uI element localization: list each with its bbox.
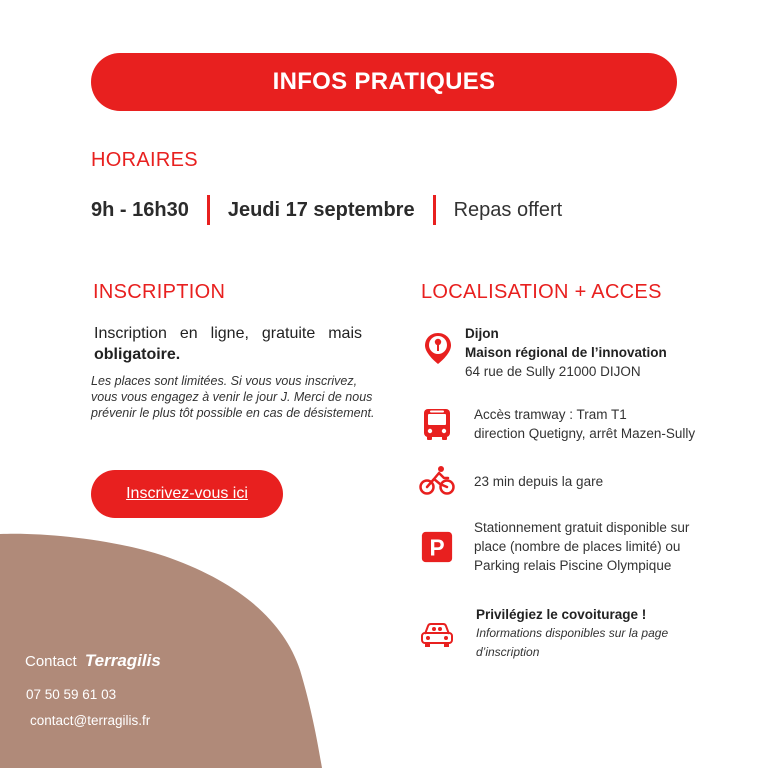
contact-label: Contact [25, 653, 77, 670]
tram-line1: Accès tramway : Tram T1 [474, 407, 627, 422]
inscription-text-main: Inscription en ligne, gratuite mais [94, 325, 362, 342]
inscription-button-label: Inscrivez-vous ici [126, 485, 248, 502]
divider [433, 195, 436, 225]
carpool-line2: d’inscription [476, 645, 540, 659]
divider [207, 195, 210, 225]
horaires-title: HORAIRES [91, 149, 198, 171]
horaires-row [91, 196, 562, 224]
tram-block [474, 405, 695, 443]
contact-email[interactable]: contact@terragilis.fr [30, 713, 151, 728]
bicycle-icon [419, 463, 455, 499]
parking-block [474, 518, 689, 575]
horaires-date: Jeudi 17 septembre [227, 198, 415, 221]
banner-title: INFOS PRATIQUES [272, 68, 496, 95]
inscription-title: INSCRIPTION [93, 281, 226, 303]
address-street: 64 rue de Sully 21000 DIJON [465, 364, 641, 379]
map-pin-icon [420, 330, 456, 366]
tram-line2: direction Quetigny, arrêt Mazen-Sully [474, 426, 696, 441]
parking-line2: place (nombre de places limité) ou [474, 539, 681, 554]
inscription-text [94, 323, 362, 365]
inscription-note: Les places sont limitées. Si vous vous inscrivez, vous vous engagez à venir le jour J. Merci de nous prévenir le plus tôt possible en cas de désistement. [91, 374, 375, 420]
address-place: Maison régional de l’innovation [465, 345, 667, 360]
bike-text: 23 min depuis la gare [474, 474, 604, 489]
carpool-block [476, 605, 668, 662]
address-city: Dijon [465, 326, 499, 341]
inscription-button[interactable] [91, 470, 283, 518]
parking-line3: Parking relais Piscine Olympique [474, 558, 672, 573]
svg-text:P: P [429, 534, 445, 561]
localisation-title: LOCALISATION + ACCES [421, 281, 662, 303]
bus-icon [419, 406, 455, 442]
brand-logo: Terragilis [84, 651, 161, 670]
address-block [465, 324, 667, 381]
contact-phone[interactable]: 07 50 59 61 03 [26, 687, 117, 702]
horaires-time: 9h - 16h30 [91, 198, 189, 221]
carpool-title: Privilégiez le covoiturage ! [476, 607, 647, 622]
contact-heading [25, 651, 161, 671]
car-icon [419, 616, 455, 652]
horaires-meal: Repas offert [453, 198, 563, 221]
infos-pratiques-banner [91, 53, 677, 111]
bike-block [474, 472, 603, 491]
inscription-text-bold: obligatoire. [94, 346, 181, 363]
parking-line1: Stationnement gratuit disponible sur [474, 520, 690, 535]
carpool-line1: Informations disponibles sur la page [476, 626, 669, 640]
parking-icon [420, 530, 454, 564]
